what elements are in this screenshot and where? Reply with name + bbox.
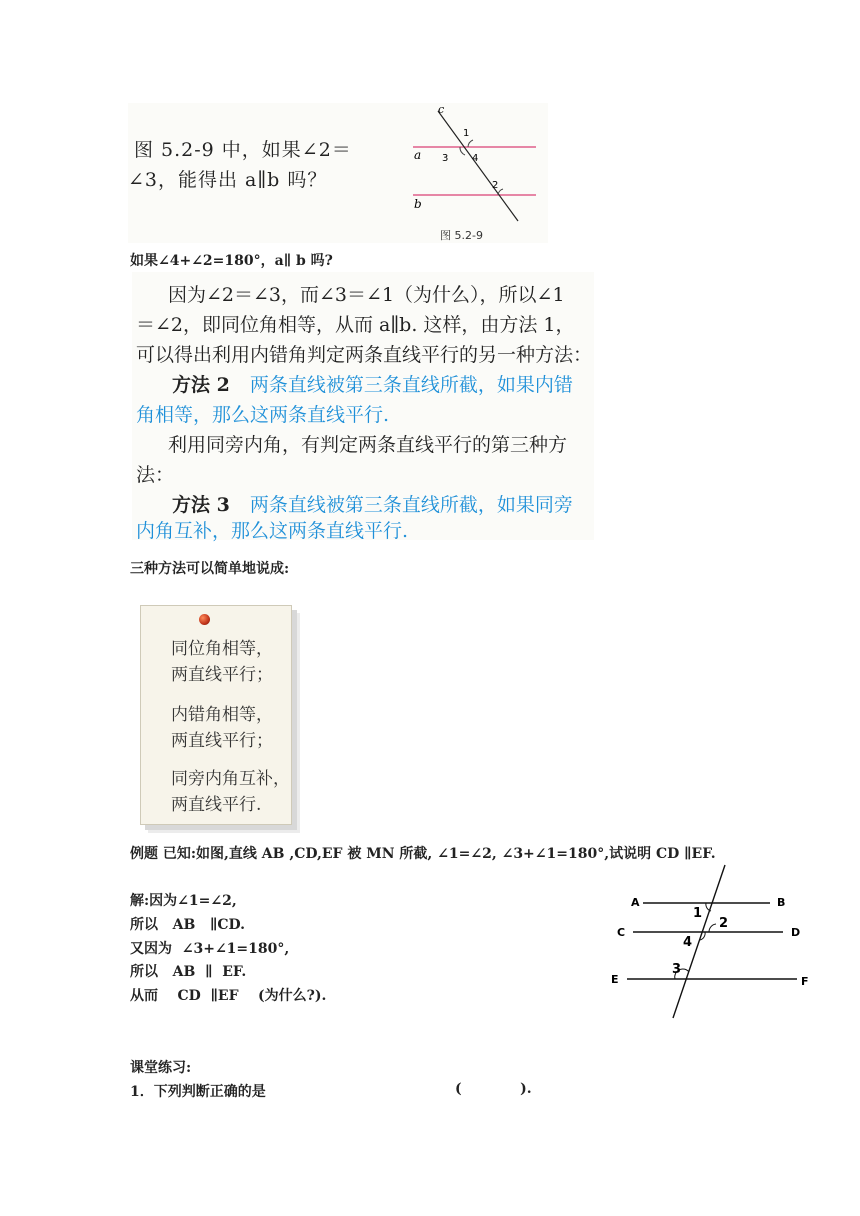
question-angle-sum: 如果∠4+∠2=180°，a∥ b 吗?: [130, 253, 333, 269]
line-c: [438, 111, 518, 221]
textbook-scan-methods: [132, 272, 594, 540]
note-line-6: 两直线平行.: [171, 795, 262, 815]
label-4: 4: [472, 153, 479, 164]
label-1: 1: [693, 906, 703, 921]
textbook-scan-question: [128, 103, 548, 243]
summary-note: [140, 605, 292, 825]
angle-arc-1: [468, 140, 473, 147]
method-2-label: 方法 2: [172, 374, 230, 396]
example-statement: 例题 已知:如图,直线 AB ,CD,EF 被 MN 所截, ∠1=∠2, ∠3+∠1=180°,试说明 CD ∥EF.: [130, 846, 716, 862]
pin-icon: [199, 614, 210, 625]
summary-intro: 三种方法可以简单地说成:: [130, 561, 290, 577]
label-4: 4: [683, 935, 693, 950]
solution-step-2: 所以 AB ∥CD.: [130, 917, 246, 933]
label-E: E: [611, 973, 619, 986]
label-A: A: [631, 896, 640, 909]
note-line-3: 内错角相等，: [171, 705, 273, 725]
solution-step-1: 解:因为∠1=∠2,: [130, 893, 237, 909]
method-text-line-4: 利用同旁内角，有判定两条直线平行的第三种方: [168, 434, 568, 456]
scan-question-line-2: ∠3，能得出 a∥b 吗？: [128, 169, 328, 191]
label-2: 2: [719, 916, 729, 931]
label-b: b: [414, 197, 422, 211]
method-3-text-line-1: 两条直线被第三条直线所截，如果同旁: [249, 494, 573, 516]
solution-step-5: 从而 CD ∥EF (为什么?).: [130, 988, 327, 1004]
solution-step-4: 所以 AB ∥ EF.: [130, 964, 247, 980]
example-figure: [605, 860, 815, 1025]
label-c: c: [438, 103, 445, 116]
scan-question-line-1: 图 5.2-9 中，如果∠2＝: [134, 139, 352, 161]
label-2: 2: [492, 180, 499, 191]
method-text-line-2: ＝∠2，即同位角相等，从而 a∥b. 这样，由方法 1，: [136, 314, 575, 336]
method-2-text-line-1: 两条直线被第三条直线所截，如果内错: [249, 374, 573, 396]
method-3-label: 方法 3: [172, 494, 230, 516]
label-C: C: [617, 926, 626, 939]
note-line-1: 同位角相等，: [171, 639, 273, 659]
note-line-4: 两直线平行；: [171, 731, 273, 751]
angle-arc-2: [709, 924, 716, 932]
note-line-2: 两直线平行；: [171, 665, 273, 685]
figure-5-2-9: [408, 103, 548, 243]
practice-question-1: 1．下列判断正确的是: [130, 1084, 266, 1100]
method-text-line-1: 因为∠2＝∠3，而∠3＝∠1（为什么），所以∠1: [168, 284, 565, 306]
label-D: D: [791, 926, 801, 939]
method-2-text-line-2: 角相等，那么这两条直线平行.: [136, 404, 390, 426]
figure-caption: 图 5.2-9: [440, 229, 483, 242]
angle-arc-3: [460, 147, 465, 155]
practice-question-1-answer-blank: ( ).: [455, 1081, 532, 1097]
line-mn: [673, 865, 725, 1018]
method-text-line-3: 可以得出利用内错角判定两条直线平行的另一种方法：: [136, 344, 593, 366]
practice-heading: 课堂练习:: [130, 1060, 192, 1076]
label-B: B: [777, 896, 786, 909]
method-3-text-line-2: 内角互补，那么这两条直线平行.: [136, 520, 409, 542]
solution-step-3: 又因为 ∠3+∠1=180°,: [130, 941, 290, 957]
label-3: 3: [672, 962, 682, 977]
method-text-line-5: 法：: [136, 464, 175, 486]
label-1: 1: [463, 128, 470, 139]
label-a: a: [414, 148, 422, 162]
note-line-5: 同旁内角互补，: [171, 769, 290, 789]
label-F: F: [801, 975, 809, 988]
label-3: 3: [442, 153, 449, 164]
